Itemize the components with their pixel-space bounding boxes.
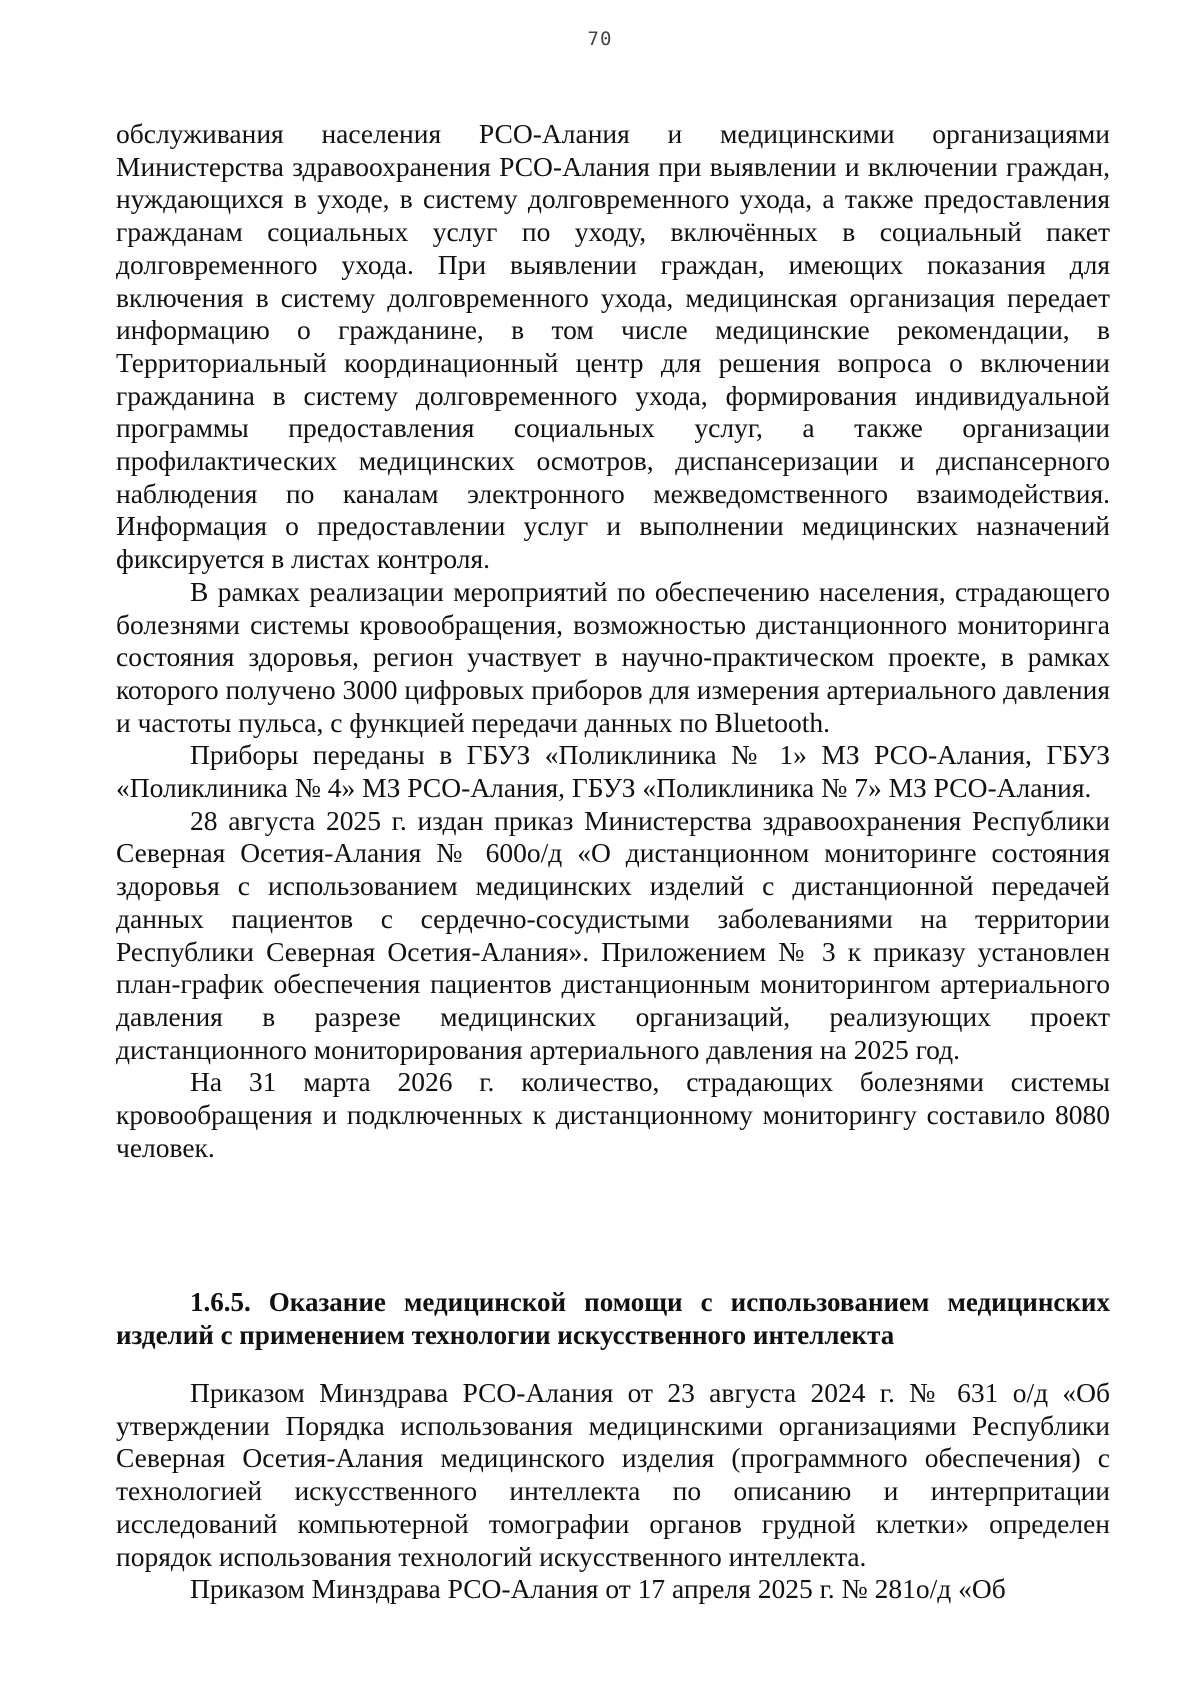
paragraph: Приборы переданы в ГБУЗ «Поликлиника № 1» МЗ РСО-Алания, ГБУЗ «Поликлиника № 4» МЗ РСО-Алания, ГБУЗ «Поликлиника № 7» МЗ РСО-Алания. <box>116 739 1110 804</box>
body-text-top <box>116 118 1110 1165</box>
paragraph: На 31 марта 2026 г. количество, страдающих болезнями системы кровообращения и подключенных к дистанционному мониторингу составило 8080 человек. <box>116 1066 1110 1163</box>
body-text-bottom <box>116 1377 1110 1606</box>
paragraph: В рамках реализации мероприятий по обеспечению населения, страдающего болезнями системы кровообращения, возможностью дистанционного мониторинга состояния здоровья, регион участвует в научно-практическом проекте, в рамках которого получено 3000 цифровых приборов для измерения артериального давления и частоты пульса, с функцией передачи данных по Bluetooth. <box>116 575 1110 738</box>
paragraph: Приказом Минздрава РСО-Алания от 17 апреля 2025 г. № 281о/д «Об <box>190 1573 1006 1605</box>
paragraph: Приказом Минздрава РСО-Алания от 23 августа 2024 г. № 631 о/д «Об утверждении Порядка использования медицинскими организациями Республики Северная Осетия-Алания медицинского изделия (программного обеспечения) с технологией искусственного интеллекта по описанию и интерпритации исследований компьютерной томографии органов грудной клетки» определен порядок использования технологий искусственного интеллекта. <box>116 1377 1110 1572</box>
page-number: 70 <box>587 28 613 50</box>
paragraph: обслуживания населения РСО-Алания и медицинскими организациями Министерства здравоохранения РСО-Алания при выявлении и включении граждан, нуждающихся в уходе, в систему долговременного ухода, а также предоставления гражданам социальных услуг по уходу, включённых в социальный пакет долговременного ухода. При выявлении граждан, имеющих показания для включения в систему долговременного ухода, медицинская организация передает информацию о гражданине, в том числе медицинские рекомендации, в Территориальный координационный центр для решения вопроса о включении гражданина в систему долговременного ухода, формирования индивидуальной программы предоставления социальных услуг, а также организации профилактических медицинских осмотров, диспансеризации и диспансерного наблюдения по каналам электронного межведомственного взаимодействия. Информация о предоставлении услуг и выполнении медицинских назначений фиксируется в листах контроля. <box>116 118 1110 575</box>
section-heading: 1.6.5. Оказание медицинской помощи с использованием медицинских изделий с применением технологии искусственного интеллекта <box>116 1287 1110 1350</box>
paragraph: 28 августа 2025 г. издан приказ Министерства здравоохранения Республики Северная Осетия-Алания № 600о/д «О дистанционном мониторинге состояния здоровья с использованием медицинских изделий с дистанционной передачей данных пациентов с сердечно-сосудистыми заболеваниями на территории Республики Северная Осетия-Алания». Приложением № 3 к приказу установлен план-график обеспечения пациентов дистанционным мониторингом артериального давления в разрезе медицинских организаций, реализующих проект дистанционного мониторирования артериального давления на 2025 год. <box>116 804 1110 1065</box>
